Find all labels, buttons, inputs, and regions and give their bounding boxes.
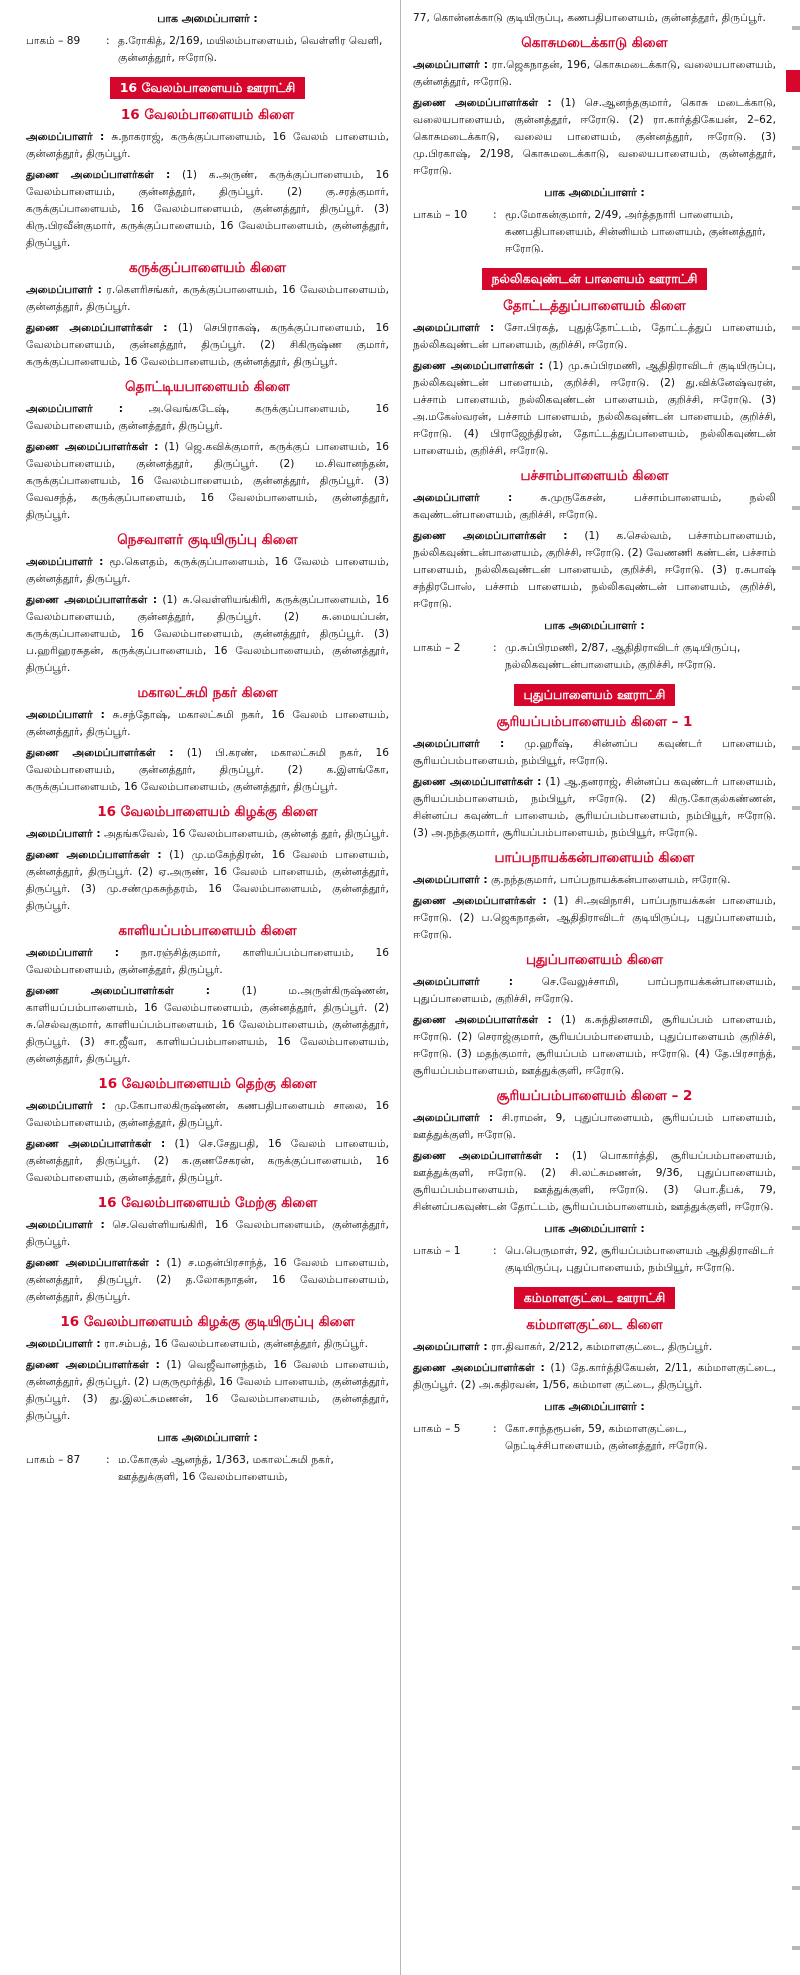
organiser-line — [413, 320, 776, 354]
deputy-detail: (1) ச.மதன்பிரசாந்த், 16 வேலம் பாளையம், குன்னத்தூர், திருப்பூர். (2) த.லோகநாதன், 16 வேலம்பாளையம், குன்னத்தூர், திருப்பூர். — [26, 1257, 390, 1303]
booth-organiser-heading: பாக அமைப்பாளர் : — [544, 186, 645, 199]
organiser-line — [26, 129, 389, 163]
organiser-line — [26, 826, 389, 843]
deputy-line — [26, 1136, 389, 1187]
branch-title: கருக்குப்பாளையம் கிளை — [129, 260, 286, 276]
right-column — [407, 0, 782, 1975]
deputy-line — [413, 1148, 776, 1216]
branch-title: சூரியப்பம்பாளையம் கிளை – 2 — [496, 1088, 693, 1104]
deputy-line — [413, 358, 776, 460]
deputy-label: துணை அமைப்பாளர்கள் : — [413, 1014, 552, 1026]
booth-number: பாகம் – 1 — [413, 1245, 461, 1257]
organiser-line — [26, 1217, 389, 1251]
deputy-label: துணை அமைப்பாளர்கள் : — [26, 322, 168, 334]
deputy-detail: (1) க.அருண், கருக்குப்பாளையம், 16 வேலம்பாளையம், குன்னத்தூர், திருப்பூர். (2) கு.சரத்குமார், கருக்குப்பாளையம், 16 வேலம்பாளையம், குன்னத்தூர், திருப்பூர். (3) கிரு.பிரவீன்குமார், கருக்குப்பாளையம், 16 வேலம்பாளையம், குன்னத்தூர், திருப்பூர். — [26, 169, 390, 249]
booth-organiser-heading: பாக அமைப்பாளர் : — [544, 1222, 645, 1235]
deputy-line — [26, 847, 389, 915]
deputy-detail: (1) பொகார்த்தி, சூரியப்பம்பாளையம், ஊத்துக்குளி, ஈரோடு. (2) சி.லட்சுமணன், 9/36, புதுப்பாளையம், சூரியப்பம்பாளையம், ஊத்துக்குளி, ஈரோடு. (3) பொ.தீபக், 79, சின்னப்பகவுண்டன் தோட்டம், சூரியப்பம்பாளையம், ஊத்துக்குளி, ஈரோடு. — [413, 1150, 776, 1213]
branch-title: தோட்டத்துப்பாளையம் கிளை — [503, 298, 686, 314]
deputy-label: துணை அமைப்பாளர்கள் : — [26, 169, 171, 181]
organiser-detail: மூ.கௌதம், கருக்குப்பாளையம், 16 வேலம் பாளையம், குன்னத்தூர், திருப்பூர். — [26, 556, 389, 585]
deputy-line — [26, 1357, 389, 1425]
booth-entry: பாகம் – 2 : மு.சுப்பிரமணி, 2/87, ஆதிதிராவிடர் குடியிருப்பு, நல்லிகவுண்டன்பாளையம், குறிச்சி, ஈரோடு. — [413, 640, 776, 674]
booth-detail: ம.கோகுல் ஆனந்த், 1/363, மகாலட்சுமி நகர், ஊத்துக்குளி, 16 வேலம்பாளையம், — [118, 1454, 334, 1483]
booth-organiser-heading: பாக அமைப்பாளர் : — [157, 12, 258, 25]
branch-block — [413, 1317, 776, 1394]
branch-title: பச்சாம்பாளையம் கிளை — [520, 468, 669, 484]
panchayat-banner: 16 வேலம்பாளையம் ஊராட்சி — [110, 77, 306, 99]
column-divider — [400, 0, 401, 1975]
organiser-detail: சு.நாகராஜ், கருக்குப்பாளையம், 16 வேலம் பாளையம், குன்னத்தூர், திருப்பூர். — [26, 131, 389, 160]
organiser-label: அமைப்பாளர் : — [26, 947, 119, 959]
branch-title: புதுப்பாளையம் கிளை — [525, 952, 663, 968]
deputy-label: துணை அமைப்பாளர்கள் : — [26, 985, 211, 997]
organiser-detail: மு.ஹரீஷ், சின்னப்ப கவுண்டர் பாளையம், சூரியப்பம்பாளையம், நம்பியூர், ஈரோடு. — [413, 738, 776, 767]
branch-list — [413, 298, 776, 613]
deputy-line — [26, 320, 389, 371]
booth-entry: பாகம் – 1 : பெ.பெருமாள், 92, சூரியப்பம்பாளையம் ஆதிதிராவிடர் குடியிருப்பு, புதுப்பாளையம், நம்பியூர், ஈரோடு. — [413, 1243, 776, 1277]
branch-title: பாப்பநாயக்கன்பாளையம் கிளை — [494, 850, 695, 866]
branch-title: கொசுமடைக்காடு கிளை — [521, 35, 668, 51]
deputy-detail: (1) சு.வெள்ளியங்கிரி, கருக்குப்பாளையம், 16 வேலம்பாளையம், குன்னத்தூர், திருப்பூர். (2) சு.மையப்பன், கருக்குப்பாளையம், 16 வேலம்பாளையம், குன்னத்தூர், திருப்பூர். (3) ப.ஹரிஹரசுதன், கருக்குப்பாளையம், 16 வேலம்பாளையம், குன்னத்தூர், திருப்பூர். — [26, 594, 390, 674]
organiser-label: அமைப்பாளர் : — [26, 403, 123, 415]
booth-detail: கோ.சாந்தரூபன், 59, கம்மாளகுட்டை, நெட்டிச்சிபாளையம், குன்னத்தூர், ஈரோடு. — [505, 1423, 708, 1452]
deputy-line — [413, 528, 776, 613]
deputy-detail: (1) க.செல்வம், பச்சாம்பாளையம், நல்லிகவுண்டன்பாளையம், குறிச்சி, ஈரோடு. (2) வேணணி கண்டன், பச்சாம் பாளையம், நல்லிகவுண்டன் பாளையம், குறிச்சி, ஈரோடு. (3) ர.சுபாஷ் சந்திரபோஸ், பச்சாம் பாளையம், நல்லிகவுண்டன் பாளையம், குறிச்சி, ஈரோடு. — [413, 530, 777, 610]
organiser-line — [26, 945, 389, 979]
organiser-line — [26, 282, 389, 316]
deputy-label: துணை அமைப்பாளர்கள் : — [413, 360, 544, 372]
deputy-label: துணை அமைப்பாளர்கள் : — [413, 776, 542, 788]
deputy-label: துணை அமைப்பாளர்கள் : — [413, 97, 552, 109]
organiser-label: அமைப்பாளர் : — [26, 556, 104, 568]
branch-block — [413, 35, 776, 180]
booth-number: பாகம் – 2 — [413, 642, 461, 654]
booth-number: பாகம் – 10 — [413, 209, 468, 221]
deputy-line — [413, 1360, 776, 1394]
deputy-line — [413, 95, 776, 180]
organiser-label: அமைப்பாளர் : — [26, 1100, 106, 1112]
deputy-line — [26, 745, 389, 796]
booth-detail: மூ.மோகன்குமார், 2/49, அர்த்தநாரி பாளையம், கணபதிபாளையம், சின்னியம் பாளையம், குன்னத்தூர், ஈரோடு. — [505, 209, 766, 255]
deputy-line — [26, 167, 389, 252]
booth-number: பாகம் – 5 — [413, 1423, 461, 1435]
organiser-detail: சி.ராமன், 9, புதுப்பாளையம், சூரியப்பம் பாளையம், ஊத்துக்குளி, ஈரோடு. — [413, 1112, 776, 1141]
branch-title: காளியப்பம்பாளையம் கிளை — [118, 923, 297, 939]
organiser-detail: அதங்கவேல், 16 வேலம்பாளையம், குன்னத் தூர், திருப்பூர். — [104, 828, 389, 840]
booth-detail: த.ரோகித், 2/169, மயிலம்பாளையம், வெள்ளிர வெளி, குன்னத்தூர், ஈரோடு. — [118, 35, 383, 64]
red-edge-marker — [786, 70, 800, 92]
booth-number: பாகம் – 87 — [26, 1454, 81, 1466]
organiser-label: அமைப்பாளர் : — [413, 976, 514, 988]
deputy-line — [413, 1012, 776, 1080]
deputy-detail: (1) ஆ.தனராஜ், சின்னப்ப கவுண்டர் பாளையம், சூரியப்பம்பாளையம், நம்பியூர், ஈரோடு. (2) கிரு.கோகுல்கண்ணன், சின்னப்ப கவுண்டர் பாளையம், சூரியப்பம்பாளையம், நம்பியூர், ஈரோடு. (3) அ.நந்தகுமார், சூரியப்பம்பாளையம், நம்பியூர், ஈரோடு. — [413, 776, 777, 839]
booth-detail: மு.சுப்பிரமணி, 2/87, ஆதிதிராவிடர் குடியிருப்பு, நல்லிகவுண்டன்பாளையம், குறிச்சி, ஈரோடு. — [505, 642, 741, 671]
organiser-line — [413, 1110, 776, 1144]
organiser-detail: சோ.பிரகத், புதுத்தோட்டம், தோட்டத்துப் பாளையம், நல்லிகவுண்டன் பாளையம், குறிச்சி, ஈரோடு. — [413, 322, 776, 351]
organiser-label: அமைப்பாளர் : — [413, 1341, 488, 1353]
deputy-label: துணை அமைப்பாளர்கள் : — [26, 1257, 160, 1269]
organiser-label: அமைப்பாளர் : — [26, 1219, 105, 1231]
organiser-detail: செ.வெள்ளியங்கிரி, 16 வேலம்பாளையம், குன்னத்தூர், திருப்பூர். — [26, 1219, 389, 1248]
panchayat-banner: கம்மாளகுட்டை ஊராட்சி — [514, 1287, 676, 1309]
deputy-label: துணை அமைப்பாளர்கள் : — [26, 849, 162, 861]
deputy-label: துணை அமைப்பாளர்கள் : — [26, 441, 159, 453]
organiser-label: அமைப்பாளர் : — [26, 709, 105, 721]
deputy-label: துணை அமைப்பாளர்கள் : — [413, 1362, 545, 1374]
organiser-line — [26, 1336, 389, 1353]
panchayat-banner: நல்லிகவுண்டன் பாளையம் ஊராட்சி — [482, 268, 708, 290]
booth-entry: பாகம் – 10 : மூ.மோகன்குமார், 2/49, அர்த்தநாரி பாளையம், கணபதிபாளையம், சின்னியம் பாளையம், குன்னத்தூர், ஈரோடு. — [413, 207, 776, 258]
organiser-detail: அ.வெங்கடேஷ், கருக்குப்பாளையம், 16 வேலம்பாளையம், குன்னத்தூர், திருப்பூர். — [26, 403, 389, 432]
organiser-detail: செ.வேலுச்சாமி, பாப்பநாயக்கன்பாளையம், புதுப்பாளையம், குறிச்சி, ஈரோடு. — [413, 976, 776, 1005]
organiser-line — [413, 872, 776, 889]
deputy-label: துணை அமைப்பாளர்கள் : — [413, 895, 547, 907]
deputy-detail: (1) பி.கரண், மகாலட்சுமி நகர், 16 வேலம்பாளையம், குன்னத்தூர், திருப்பூர். (2) க.இளங்கோ, கருக்குப்பாளையம், 16 வேலம்பாளையம், குன்னத்தூர், திருப்பூர். — [26, 747, 390, 793]
booth-organiser-heading: பாக அமைப்பாளர் : — [157, 1431, 258, 1444]
branch-title: 16 வேலம்பாளையம் கிளை — [120, 107, 295, 123]
deputy-detail: (1) ம.அருள்கிருஷ்ணன், காளியப்பம்பாளையம், 16 வேலம்பாளையம், குன்னத்தூர், திருப்பூர். (2) சு.செல்வகுமார், காளியப்பம்பாளையம், 16 வேலம்பாளையம், குன்னத்தூர், திருப்பூர். (3) சா.ஜீவா, காளியப்பம்பாளையம், 16 வேலம்பாளையம், குன்னத்தூர், திருப்பூர். — [26, 985, 389, 1065]
deputy-detail: (1) ஜெ.கவிக்குமார், கருக்குப் பாளையம், 16 வேலம்பாளையம், குன்னத்தூர், திருப்பூர். (2) ம.சிவானந்தன், கருக்குப்பாளையம், 16 வேலம்பாளையம், குன்னத்தூர், திருப்பூர். (3) வேவசந்த், கருக்குப்பாளையம், 16 வேலம்பாளையம், குன்னத்தூர், திருப்பூர். — [26, 441, 390, 521]
branch-title: சூரியப்பம்பாளையம் கிளை – 1 — [496, 714, 693, 730]
deputy-line — [413, 893, 776, 944]
booth-entry: பாகம் – 5 : கோ.சாந்தரூபன், 59, கம்மாளகுட்டை, நெட்டிச்சிபாளையம், குன்னத்தூர், ஈரோடு. — [413, 1421, 776, 1455]
booth-detail: பெ.பெருமாள், 92, சூரியப்பம்பாளையம் ஆதிதிராவிடர் குடியிருப்பு, புதுப்பாளையம், நம்பியூர், ஈரோடு. — [505, 1245, 774, 1274]
organiser-line — [26, 401, 389, 435]
deputy-detail: (1) க.சுந்தினசாமி, சூரியப்பம் பாளையம், ஈரோடு. (2) செராஜ்குமார், சூரியப்பம்பாளையம், புதுப்பாளையம் குறிச்சி, ஈரோடு. (3) மதந்குமார், சூரியப்பம் பாளையம், ஈரோடு. (4) தே.பிரசாந்த், சூரியப்பம்பாளையம், ஊத்துக்குளி, ஈரோடு. — [413, 1014, 776, 1077]
deputy-label: துணை அமைப்பாளர்கள் : — [26, 1138, 166, 1150]
deputy-detail: (1) சி.அவிநாசி, பாப்பநாயக்கன் பாளையம், ஈரோடு. (2) ப.ஜெகநாதன், ஆதிதிராவிடர் குடியிருப்பு, புதுப்பாளையம், ஈரோடு. — [413, 895, 777, 941]
organiser-detail: நா.ரஞ்சித்குமார், காளியப்பம்பாளையம், 16 வேலம்பாளையம், குன்னத்தூர், திருப்பூர். — [26, 947, 389, 976]
deputy-line — [26, 439, 389, 524]
organiser-detail: சு.முருகேசன், பச்சாம்பாளையம், நல்லி கவுண்டன்பாளையம், குறிச்சி, ஈரோடு. — [413, 492, 776, 521]
organiser-detail: ரா.திவாகர், 2/212, கம்மாளகுட்டை, திருப்பூர். — [491, 1341, 713, 1353]
organiser-detail: சு.சந்தோஷ், மகாலட்சுமி நகர், 16 வேலம் பாளையம், குன்னத்தூர், திருப்பூர். — [26, 709, 389, 738]
organiser-label: அமைப்பாளர் : — [26, 284, 102, 296]
organiser-detail: மு.கோபாலகிருஷ்ணன், கணபதிபாளையம் சாலை, 16 வேலம்பாளையம், குன்னத்தூர், திருப்பூர். — [26, 1100, 389, 1129]
branch-title: 16 வேலம்பாளையம் மேற்கு கிளை — [97, 1195, 318, 1211]
branch-title: மகாலட்சுமி நகர் கிளை — [137, 685, 278, 701]
organiser-label: அமைப்பாளர் : — [26, 131, 105, 143]
organiser-line — [413, 1339, 776, 1356]
organiser-line — [413, 974, 776, 1008]
branch-title: கம்மாளகுட்டை கிளை — [526, 1317, 663, 1333]
organiser-line — [26, 554, 389, 588]
deputy-label: துணை அமைப்பாளர்கள் : — [413, 1150, 560, 1162]
branch-title: 16 வேலம்பாளையம் தெற்கு கிளை — [98, 1076, 317, 1092]
organiser-label: அமைப்பாளர் : — [413, 874, 488, 886]
deputy-detail: (1) செ.ஆனந்தகுமார், கொசு மடைக்காடு, வலையபாளையம், குன்னத்தூர், ஈரோடு. (2) ரா.கார்த்திகேயன், 2–62, கொசுமடைக்காடு, வலைய பாளையம், குன்னத்தூர், ஈரோடு. (3) மு.பிரகாஷ், 2/198, கொசுமடைக்காடு, வலையபாளையம், குன்னத்தூர், ஈரோடு. — [413, 97, 777, 177]
booth-organiser-heading: பாக அமைப்பாளர் : — [544, 1400, 645, 1413]
deputy-line — [413, 774, 776, 842]
branch-title: 16 வேலம்பாளையம் கிழக்கு கிளை — [97, 804, 318, 820]
branch-title: நெசவாளர் குடியிருப்பு கிளை — [117, 532, 298, 548]
branch-title: தொட்டியபாளையம் கிளை — [125, 379, 290, 395]
booth-entry: பாகம் – 89 : த.ரோகித், 2/169, மயிலம்பாளையம், வெள்ளிர வெளி, குன்னத்தூர், ஈரோடு. — [26, 33, 389, 67]
deputy-line — [26, 592, 389, 677]
organiser-label: அமைப்பாளர் : — [26, 1338, 101, 1350]
organiser-line — [413, 736, 776, 770]
deputy-detail: (1) தே.கார்த்திகேயன், 2/11, கம்மாளகுட்டை, திருப்பூர். (2) அ.கதிரவன், 1/56, கம்மாள குட்டை, திருப்பூர். — [413, 1362, 777, 1391]
left-column — [20, 0, 395, 1975]
organiser-detail: கு.நந்தகுமார், பாப்பநாயக்கன்பாளையம், ஈரோடு. — [491, 874, 731, 886]
panchayat-banner: புதுப்பாளையம் ஊராட்சி — [514, 684, 676, 706]
deputy-label: துணை அமைப்பாளர்கள் : — [26, 594, 158, 606]
organiser-detail: ர.கௌரிசங்கர், கருக்குப்பாளையம், 16 வேலம்பாளையம், குன்னத்தூர், திருப்பூர். — [26, 284, 389, 313]
deputy-label: துணை அமைப்பாளர்கள் : — [26, 1359, 160, 1371]
organiser-label: அமைப்பாளர் : — [413, 1112, 494, 1124]
organiser-label: அமைப்பாளர் : — [413, 322, 495, 334]
organiser-line — [26, 707, 389, 741]
booth-organiser-heading: பாக அமைப்பாளர் : — [544, 619, 645, 632]
deputy-label: துணை அமைப்பாளர்கள் : — [413, 530, 568, 542]
organiser-line — [26, 1098, 389, 1132]
booth-number: பாகம் – 89 — [26, 35, 81, 47]
deputy-detail: (1) மு.மகேந்திரன், 16 வேலம் பாளையம், குன்னத்தூர், திருப்பூர். (2) ஏ.அருண், 16 வேலம் பாளையம், குன்னத்தூர், திருப்பூர். (3) மு.சண்முகசுந்தரம், 16 வேலம்பாளையம், குன்னத்தூர், திருப்பூர். — [26, 849, 389, 912]
organiser-label: அமைப்பாளர் : — [413, 492, 513, 504]
deputy-line — [26, 1255, 389, 1306]
organiser-detail: ரா.ஜெகநாதன், 196, கொசுமடைக்காடு, வலையபாளையம், குன்னத்தூர், ஈரோடு. — [413, 59, 776, 88]
deputy-detail: (1) வெஜீவானந்தம், 16 வேலம் பாளையம், குன்னத்தூர், திருப்பூர். (2) பகுருமூர்த்தி, 16 வேலம் பாளையம், குன்னத்தூர், திருப்பூர். (3) து.இலட்சுமணன், 16 வேலம்பாளையம், குன்னத்தூர், திருப்பூர். — [26, 1359, 389, 1422]
branch-list — [26, 107, 389, 1425]
deputy-detail: (1) செபிராகஷ், கருக்குப்பாளையம், 16 வேலம்பாளையம், குன்னத்தூர், திருப்பூர். (2) சிகிருஷ்ண குமார், கருக்குப்பாளையம், 16 வேலம்பாளையம், குன்னத்தூர், திருப்பூர். — [26, 322, 389, 368]
organiser-label: அமைப்பாளர் : — [413, 59, 489, 71]
organiser-line — [413, 57, 776, 91]
organiser-label: அமைப்பாளர் : — [26, 828, 101, 840]
deputy-line — [26, 983, 389, 1068]
deputy-detail: (1) மு.சுப்பிரமணி, ஆதிதிராவிடர் குடியிருப்பு, நல்லிகவுண்டன் பாளையம், குறிச்சி, ஈரோடு. (2) து.விக்னேஷ்வரன், பச்சாம் பாளையம், நல்லிகவுண்டன் பாளையம், குறிச்சி, ஈரோடு. (3) அ.மகேஸ்வரன், பச்சாம் பாளையம், நல்லிகவுண்டன் பாளையம், குறிச்சி, ஈரோடு. (4) பிராஜேந்திரன், தோட்டத்துப்பாளையம், நல்லிகவுண்டன் பாளையம், குறிச்சி, ஈரோடு. — [413, 360, 776, 457]
organiser-label: அமைப்பாளர் : — [413, 738, 505, 750]
deputy-detail: (1) செ.சேதுபதி, 16 வேலம் பாளையம், குன்னத்தூர், திருப்பூர். (2) க.குணசேகரன், கருக்குப்பாளையம், 16 வேலம்பாளையம், குன்னத்தூர், திருப்பூர். — [26, 1138, 389, 1184]
organiser-detail: ரா.சம்பத், 16 வேலம்பாளையம், குன்னத்தூர், திருப்பூர். — [104, 1338, 368, 1350]
organiser-line — [413, 490, 776, 524]
booth-entry: பாகம் – 87 : ம.கோகுல் ஆனந்த், 1/363, மகாலட்சுமி நகர், ஊத்துக்குளி, 16 வேலம்பாளையம், — [26, 1452, 389, 1486]
branch-title: 16 வேலம்பாளையம் கிழக்கு குடியிருப்பு கிளை — [60, 1314, 355, 1330]
deputy-label: துணை அமைப்பாளர்கள் : — [26, 747, 174, 759]
adjacent-column-edge — [792, 0, 800, 1975]
branch-list — [413, 714, 776, 1216]
continued-text: 77, கொன்னக்காடு குடியிருப்பு, கணபதிபாளையம், குன்னத்தூர், திருப்பூர். — [413, 12, 766, 24]
